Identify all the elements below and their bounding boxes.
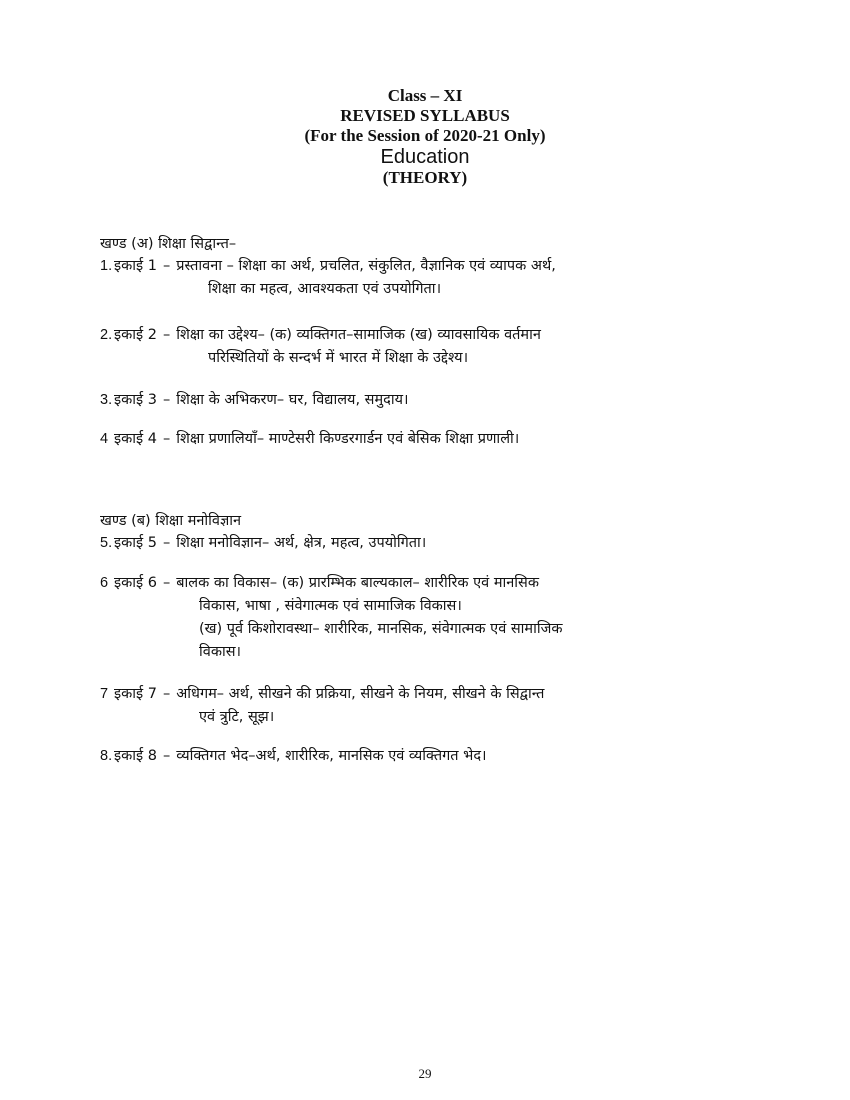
- type-line: (THEORY): [382, 168, 468, 187]
- unit-label: इकाई 1: [114, 258, 157, 274]
- item-dash: –: [162, 327, 171, 343]
- item-number: 7: [100, 686, 109, 702]
- item-line: (ख) पूर्व किशोरावस्था– शारीरिक, मानसिक, संवेगात्मक एवं सामाजिक: [199, 621, 563, 637]
- item-number: 3.: [100, 392, 113, 408]
- item-dash: –: [162, 258, 171, 274]
- unit-3-item: [100, 389, 409, 412]
- unit-label: इकाई 4: [114, 431, 157, 447]
- item-line: प्रस्तावना – शिक्षा का अर्थ, प्रचलित, संकुलित, वैज्ञानिक एवं व्यापक अर्थ,: [176, 258, 556, 274]
- item-dash: –: [162, 575, 171, 591]
- item-number: 8.: [100, 748, 113, 764]
- session-line: (For the Session of 2020-21 Only): [304, 126, 546, 145]
- subject-title: Education: [380, 146, 470, 168]
- item-dash: –: [162, 535, 171, 551]
- unit-6-item: [100, 572, 563, 664]
- document-header: [0, 86, 850, 188]
- item-number: 2.: [100, 327, 113, 343]
- item-line: शिक्षा प्रणालियाँ– माण्टेसरी किण्डरगार्डन एवं बेसिक शिक्षा प्रणाली।: [176, 431, 520, 447]
- item-number: 4: [100, 431, 109, 447]
- unit-label: इकाई 2: [114, 327, 157, 343]
- item-line: शिक्षा का उद्देश्य– (क) व्यक्तिगत–सामाजिक (ख) व्यावसायिक वर्तमान: [176, 327, 541, 343]
- unit-label: इकाई 7: [114, 686, 157, 702]
- item-line: परिस्थितियों के सन्दर्भ में भारत में शिक्षा के उद्देश्य।: [208, 350, 469, 366]
- item-line: अधिगम– अर्थ, सीखने की प्रक्रिया, सीखने के नियम, सीखने के सिद्वान्त: [176, 686, 545, 702]
- section-b-heading: खण्ड (ब) शिक्षा मनोविज्ञान: [100, 513, 242, 529]
- item-number: 5.: [100, 535, 113, 551]
- item-dash: –: [162, 748, 171, 764]
- unit-7-item: [100, 683, 544, 729]
- class-line: Class – XI: [387, 86, 463, 105]
- item-line: एवं त्रुटि, सूझ।: [199, 709, 275, 725]
- item-line: व्यक्तिगत भेद–अर्थ, शारीरिक, मानसिक एवं व्यक्तिगत भेद।: [176, 748, 487, 764]
- item-line: शिक्षा मनोविज्ञान– अर्थ, क्षेत्र, महत्व, उपयोगिता।: [176, 535, 427, 551]
- item-line: विकास, भाषा , संवेगात्मक एवं सामाजिक विकास।: [199, 598, 462, 614]
- unit-1-item: [100, 255, 556, 301]
- item-dash: –: [162, 392, 171, 408]
- unit-4-item: [100, 428, 519, 451]
- unit-8-item: [100, 745, 487, 768]
- unit-label: इकाई 6: [114, 575, 157, 591]
- unit-2-item: [100, 324, 541, 370]
- item-line: शिक्षा का महत्व, आवश्यकता एवं उपयोगिता।: [208, 281, 442, 297]
- section-a-heading: खण्ड (अ) शिक्षा सिद्वान्त–: [100, 236, 237, 252]
- page-number: 29: [418, 1066, 432, 1081]
- unit-label: इकाई 5: [114, 535, 157, 551]
- unit-label: इकाई 8: [114, 748, 157, 764]
- item-dash: –: [162, 431, 171, 447]
- item-line: शिक्षा के अभिकरण– घर, विद्यालय, समुदाय।: [176, 392, 409, 408]
- item-number: 1.: [100, 258, 113, 274]
- syllabus-line: REVISED SYLLABUS: [340, 106, 510, 125]
- item-line: बालक का विकास– (क) प्रारम्भिक बाल्यकाल– शारीरिक एवं मानसिक: [176, 575, 539, 591]
- unit-label: इकाई 3: [114, 392, 157, 408]
- item-dash: –: [162, 686, 171, 702]
- unit-5-item: [100, 532, 426, 555]
- item-line: विकास।: [199, 644, 242, 660]
- item-number: 6: [100, 575, 109, 591]
